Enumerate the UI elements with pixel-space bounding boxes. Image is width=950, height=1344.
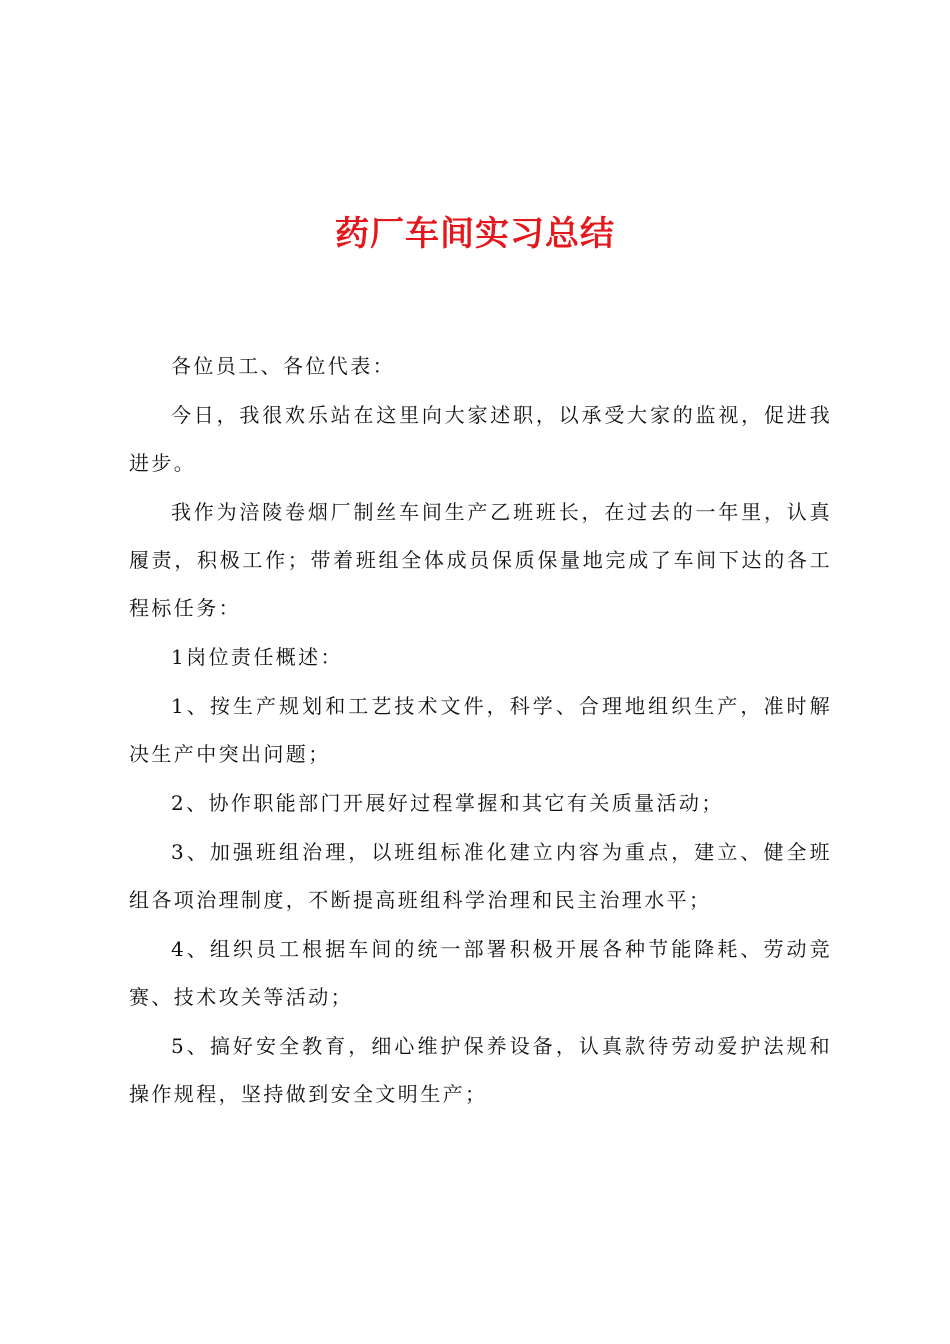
paragraph-item-3: 3、加强班组治理，以班组标准化建立内容为重点，建立、健全班组各项治理制度，不断提高班组科学治理和民主治理水平；: [129, 840, 832, 912]
paragraph-salutation: 各位员工、各位代表：: [171, 354, 395, 378]
paragraph-opening: 今日，我很欢乐站在这里向大家述职，以承受大家的监视，促进我进步。: [129, 403, 832, 475]
paragraph-item-4: 4、组织员工根据车间的统一部署积极开展各种节能降耗、劳动竞赛、技术攻关等活动；: [129, 937, 832, 1009]
paragraph-item-2: 2、协作职能部门开展好过程掌握和其它有关质量活动；: [171, 791, 724, 815]
paragraph-introduction: 我作为涪陵卷烟厂制丝车间生产乙班班长，在过去的一年里，认真履责，积极工作；带着班组全体成员保质保量地完成了车间下达的各工程标任务：: [129, 500, 832, 620]
paragraph-item-5: 5、搞好安全教育，细心维护保养设备，认真款待劳动爱护法规和操作规程，坚持做到安全文明生产；: [129, 1034, 832, 1106]
document-body: [129, 342, 832, 1119]
paragraph-item-1: 1、按生产规划和工艺技术文件，科学、合理地组织生产，准时解决生产中突出问题；: [129, 694, 832, 766]
paragraph-section-heading: 1岗位责任概述：: [171, 645, 343, 669]
document-title: 药厂车间实习总结: [335, 214, 615, 254]
